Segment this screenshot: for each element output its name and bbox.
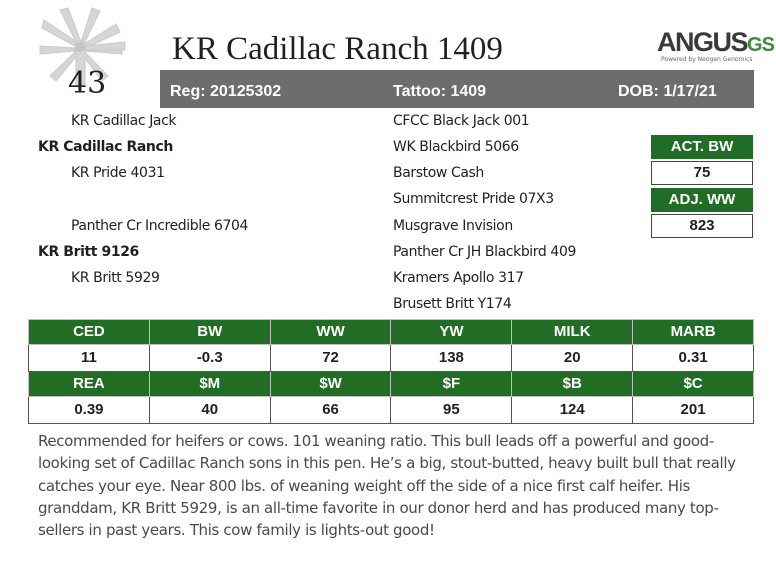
epd-header-cell: WW — [270, 320, 391, 345]
lot-number: 43 — [68, 66, 107, 101]
epd-value-cell: 0.31 — [633, 345, 754, 372]
pedigree-dam-dam-sire: Kramers Apollo 317 — [393, 270, 524, 286]
epd-value-row — [29, 345, 754, 372]
epd-header-cell: $C — [633, 372, 754, 397]
epd-value-cell: 11 — [29, 345, 150, 372]
epd-value-cell: 66 — [270, 397, 391, 424]
pedigree-dam-sire: Panther Cr Incredible 6704 — [71, 218, 249, 234]
epd-header-cell: CED — [29, 320, 150, 345]
pedigree-dam-dam: KR Britt 5929 — [71, 270, 160, 286]
epd-header-cell: BW — [149, 320, 270, 345]
epd-header-cell: $W — [270, 372, 391, 397]
registration-number: Reg: 20125302 — [170, 83, 282, 100]
tattoo: Tattoo: 1409 — [393, 83, 487, 100]
epd-value-cell: 20 — [512, 345, 633, 372]
epd-value-cell: 0.39 — [29, 397, 150, 424]
logo-tagline: Powered by Neogen Genomics — [661, 56, 753, 63]
adj-ww-label: ADJ. WW — [651, 188, 753, 212]
pedigree-sire-dam: KR Pride 4031 — [71, 165, 165, 181]
epd-header-cell: REA — [29, 372, 150, 397]
epd-value-row — [29, 397, 754, 424]
pedigree-sire-dam-dam: Summitcrest Pride 07X3 — [393, 191, 554, 207]
registration-bar — [160, 70, 754, 108]
pedigree-dam-dam-dam: Brusett Britt Y174 — [393, 296, 512, 312]
epd-value-cell: -0.3 — [149, 345, 270, 372]
epd-value-cell: 95 — [391, 397, 512, 424]
epd-value-cell: 138 — [391, 345, 512, 372]
pedigree-dam-sire-sire: Musgrave Invision — [393, 218, 513, 234]
pedigree-dam-sire-dam: Panther Cr JH Blackbird 409 — [393, 244, 576, 260]
pedigree-sire-sire-dam: WK Blackbird 5066 — [393, 139, 519, 155]
epd-header-cell: $M — [149, 372, 270, 397]
pedigree-sire: KR Cadillac Ranch — [38, 139, 173, 155]
epd-header-cell: MARB — [633, 320, 754, 345]
pedigree-sire-sire: KR Cadillac Jack — [71, 113, 177, 129]
epd-table — [28, 319, 754, 424]
act-bw-label: ACT. BW — [651, 135, 753, 159]
adj-ww-value: 823 — [651, 214, 753, 238]
epd-header-cell: MILK — [512, 320, 633, 345]
epd-header-cell: $F — [391, 372, 512, 397]
date-of-birth: DOB: 1/17/21 — [618, 83, 717, 100]
logo-wordmark: ANGUSGS — [657, 27, 774, 57]
epd-header-cell: YW — [391, 320, 512, 345]
pedigree-sire-sire-sire: CFCC Black Jack 001 — [393, 113, 530, 129]
epd-value-cell: 201 — [633, 397, 754, 424]
animal-name: KR Cadillac Ranch 1409 — [172, 31, 503, 67]
epd-value-cell: 40 — [149, 397, 270, 424]
act-bw-value: 75 — [651, 161, 753, 185]
epd-header-row — [29, 320, 754, 345]
lot-comments: Recommended for heifers or cows. 101 weaning ratio. This bull leads off a powerful and good-looking set of Cadillac Ranch sons in this pen. He’s a big, stout-butted, heavy built bull that really catches your eye. Near 800 lbs. of weaning weight off the side of a nice first calf heifer. His granddam, KR Britt 5929, is an all-time favorite in our donor herd and has produced many top-sellers in past years. This cow family is lights-out good! — [38, 432, 736, 540]
epd-value-cell: 72 — [270, 345, 391, 372]
pedigree-sire-dam-sire: Barstow Cash — [393, 165, 484, 181]
epd-header-row — [29, 372, 754, 397]
pedigree-dam: KR Britt 9126 — [38, 244, 139, 260]
epd-header-cell: $B — [512, 372, 633, 397]
angus-gs-logo — [657, 27, 774, 68]
epd-value-cell: 124 — [512, 397, 633, 424]
